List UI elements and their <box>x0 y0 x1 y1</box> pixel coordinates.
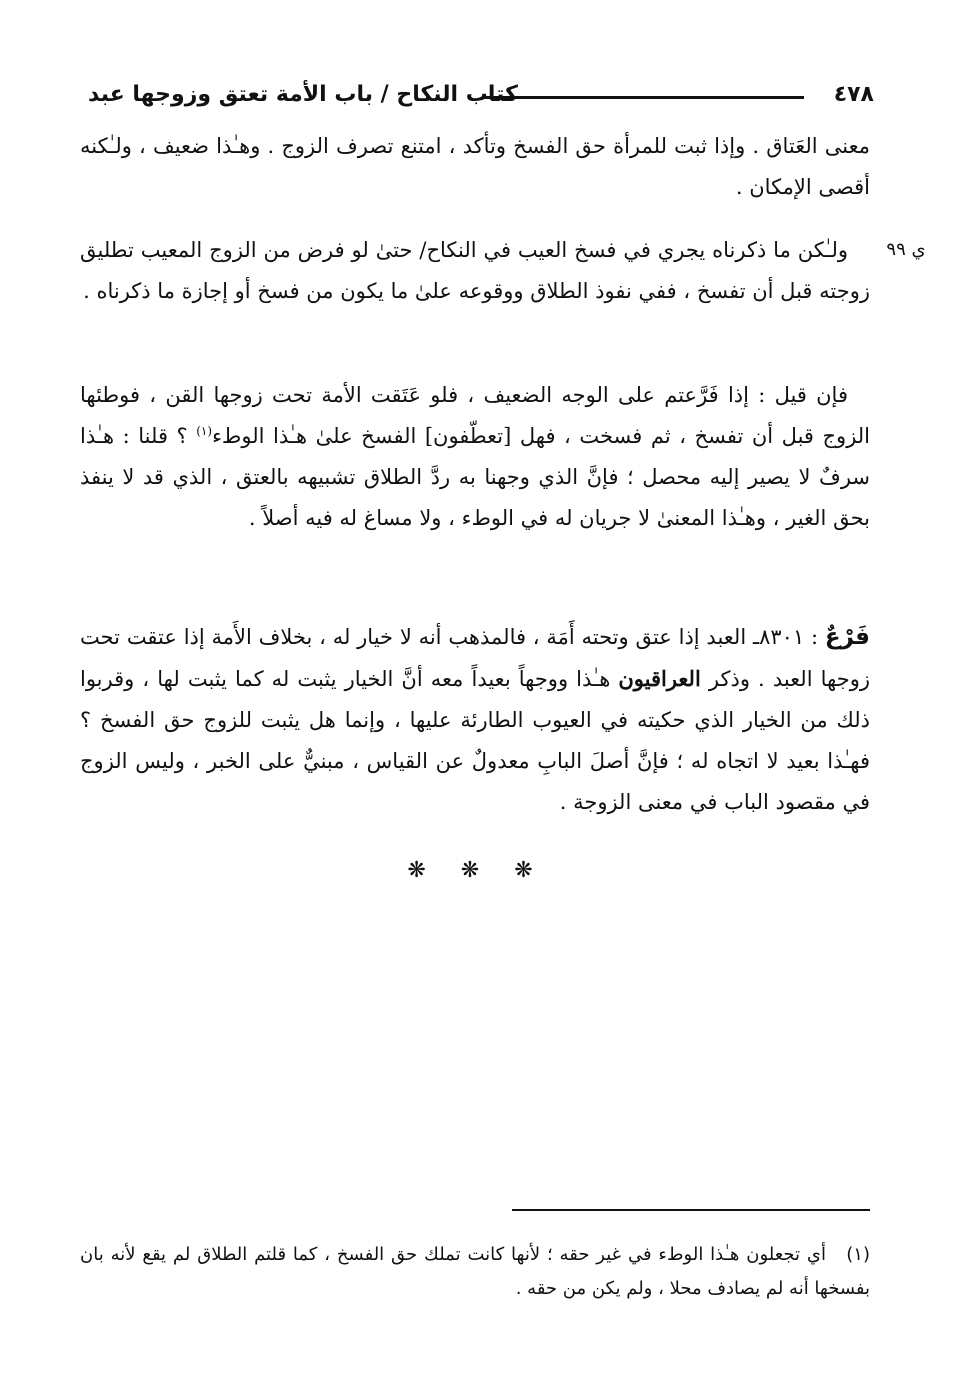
header-rule <box>483 96 804 99</box>
footnote-rule <box>512 1209 870 1211</box>
bold-term: العراقيون <box>618 666 701 691</box>
paragraph-4-text-part2: هـٰذا ووجهاً بعيداً معه أنَّ الخيار يثبت له كما يثبت لها ، وقربوا ذلك من الخيار الذي حكيته في العيوب الطارئة عليها ، وإنما هل يثبت للزوج حق الفسخ ؟ فهـٰذا بعيد لا اتجاه له ؛ فإنَّ أصلَ البابِ معدولٌ عن القياس ، مبنيٌّ على الخبر ، وليس الزوج في مقصود الباب في معنى الزوجة . <box>80 667 870 814</box>
paragraph-1-text: معنى العَتاق . وإذا ثبت للمرأة حق الفسخ وتأكد ، امتنع تصرف الزوج . وهـٰذا ضعيف ، ولـٰكنه أقصى الإمكان . <box>80 134 870 199</box>
paragraph-3 <box>80 375 870 539</box>
footnote-text: أي تجعلون هـٰذا الوطء في غير حقه ؛ لأنها كانت تملك حق الفسخ ، كما قلتم الطلاق لم يقع لأنه بان بفسخها أنه لم يصادف محلا ، ولم يكن من حقه . <box>80 1244 870 1299</box>
paragraph-3-text-before: فإن قيل : إذا فَرَّعتم على الوجه الضعيف ، فلو عَتَقت الأمة تحت زوجها القن ، فوطئها الزوج قبل أن تفسخ ، ثم فسخت ، فهل [تعطّفون] الفسخ علىٰ هـٰذا الوطء <box>80 383 871 448</box>
running-title: كتاب النكاح / باب الأمة تعتق وزوجها عبد <box>88 82 518 107</box>
paragraph-1 <box>80 126 870 208</box>
section-separator: ❋ ❋ ❋ <box>407 858 547 883</box>
paragraph-2 <box>80 230 870 312</box>
paragraph-4 <box>80 617 870 823</box>
page-header <box>88 78 874 112</box>
footnote-reference[interactable]: (١) <box>196 424 213 438</box>
footnote-marker: (١) <box>846 1244 870 1265</box>
paragraph-2-text: ولـٰكن ما ذكرناه يجري في فسخ العيب في النكاح/ حتىٰ لو فرض من الزوج المعيب تطليق زوجته قبل أن تفسخ ، ففي نفوذ الطلاق ووقوعه علىٰ ما يكون من فسخ أو إجازة ما ذكرناه . <box>80 238 870 303</box>
margin-note: ي ٩٩ <box>886 239 926 260</box>
page-number: ٤٧٨ <box>833 82 874 107</box>
branch-heading: فَرْعٌ <box>824 624 870 650</box>
paragraph-3-text-after: ؟ قلنا : هـٰذا سرفٌ لا يصير إليه محصل ؛ فإنَّ الذي وجهنا به ردَّ الطلاق تشبيهه بالعتق ، الذي قد لا ينفذ بحق الغير ، وهـٰذا المعنىٰ لا جريان له في الوطء ، ولا مساغ له فيه أصلاً . <box>80 424 870 530</box>
footnote <box>80 1238 870 1306</box>
paragraph-4-text-part1: : ٨٣٠١ـ العبد إذا عتق وتحته أَمَة ، فالمذهب أنه لا خيار له ، بخلاف الأَمة إذا عتقت تحت زوجها العبد . وذكر <box>80 625 870 691</box>
